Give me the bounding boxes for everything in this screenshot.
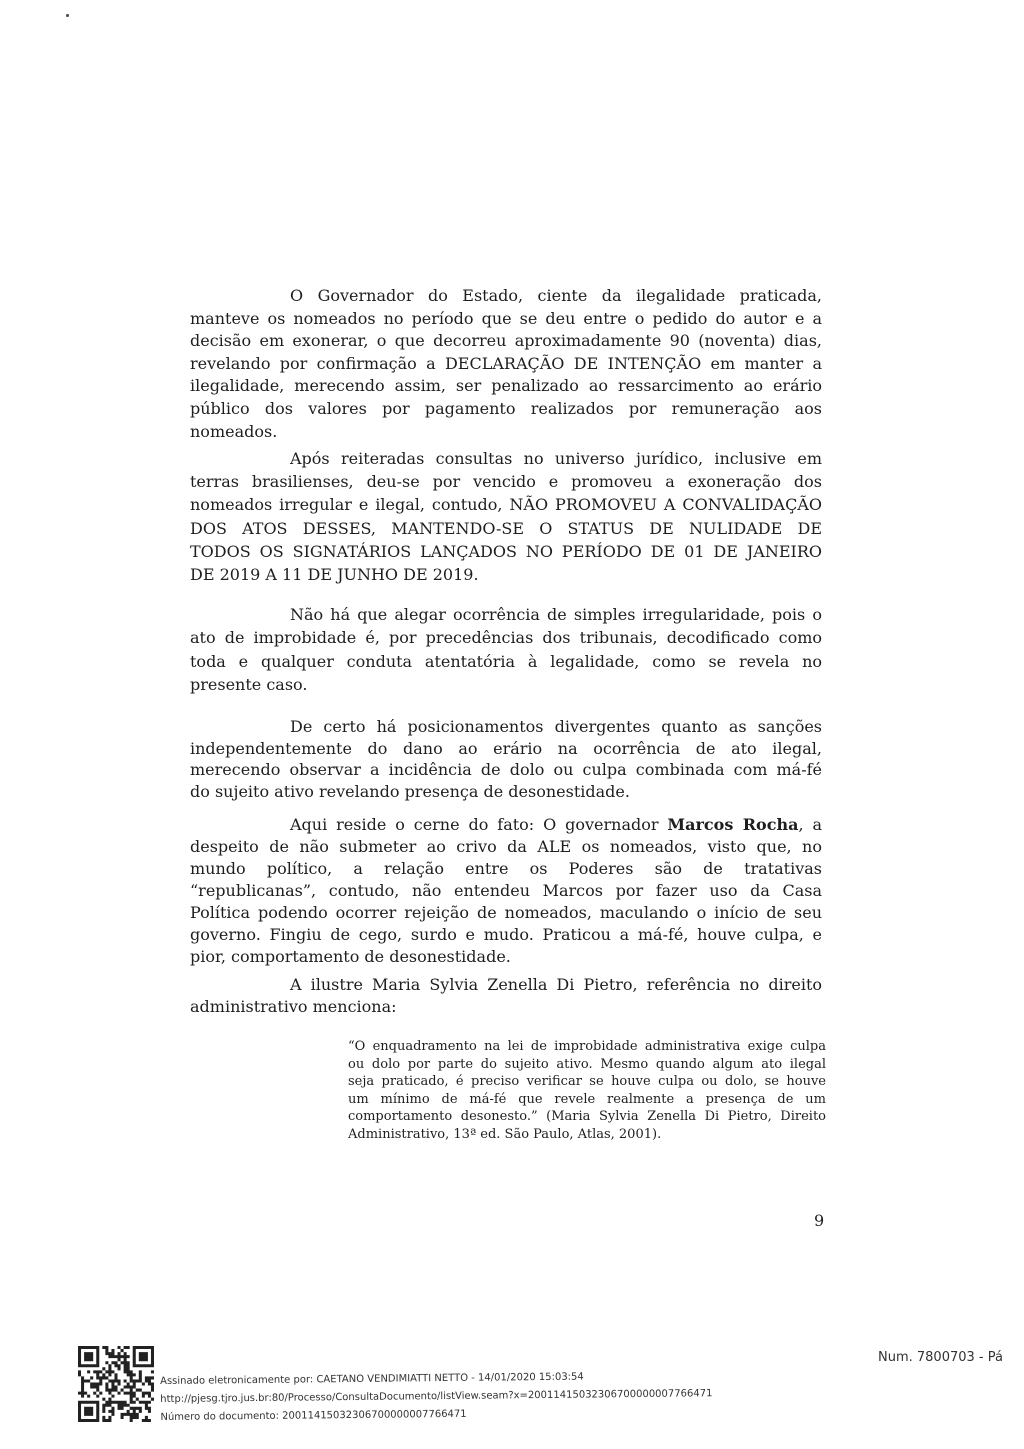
document-url[interactable]: http://pjesg.tjro.jus.br:80/Processo/ConsultaDocumento/listView.seam?x=20011415032306700000007766471 [160, 1388, 713, 1405]
text-segment: Aqui reside o cerne do fato: O governador [290, 815, 668, 834]
paragraph-cerne-do-fato [190, 814, 822, 968]
text-line: “O enquadramento na lei de improbidade administrativa exige culpa [348, 1039, 826, 1054]
qr-code [78, 1346, 154, 1422]
text-line: A ilustre Maria Sylvia Zenella Di Pietro, referência no direito [290, 975, 822, 994]
paragraph-governador [190, 285, 822, 443]
text-line: ato de improbidade é, por precedências dos tribunais, decodificado como [190, 628, 822, 648]
text-line: do sujeito ativo revelando presença de desonestidade. [190, 781, 630, 801]
text-line: Administrativo, 13ª ed. São Paulo, Atlas, 2001). [348, 1126, 662, 1142]
bold-name-text: Marcos Rocha [667, 815, 799, 834]
text-line: revelando por confirmação a DECLARAÇÃO DE INTENÇÃO em manter a [190, 353, 822, 373]
signed-by-text: Assinado eletronicamente por: CAETANO VENDIMIATTI NETTO - 14/01/2020 15:03:54 [160, 1371, 584, 1387]
text-line: presente caso. [190, 674, 308, 694]
text-line: manteve os nomeados no período que se deu entre o pedido do autor e a [190, 308, 822, 328]
text-line: independentemente do dano ao erário na ocorrência de ato ilegal, [190, 738, 822, 758]
text-line: Política podendo ocorrer rejeição de nomeados, maculando o início de seu [190, 903, 822, 922]
text-line: terras brasilienses, deu-se por vencido e promoveu a exoneração dos [190, 472, 822, 492]
text-line: nomeados irregular e ilegal, contudo, NÃO PROMOVEU A CONVALIDAÇÃO [190, 495, 822, 515]
text-line: pior, comportamento de desonestidade. [190, 947, 511, 966]
paragraph-posicionamentos [190, 716, 822, 802]
scan-mark [66, 14, 69, 17]
text-line: De certo há posicionamentos divergentes quanto as sanções [290, 717, 822, 736]
text-line: merecendo observar a incidência de dolo ou culpa combinada com má-fé [190, 760, 822, 780]
text-line: despeito de não submeter ao crivo da ALE os nomeados, visto que, no [190, 837, 822, 856]
text-line: O Governador do Estado, ciente da ilegalidade praticada, [290, 286, 822, 305]
document-number: Número do documento: 20011415032306700000007766471 [160, 1408, 467, 1423]
text-line: público dos valores por pagamento realizados por remuneração aos [190, 398, 822, 418]
page-reference: Num. 7800703 - Pá [878, 1350, 1003, 1365]
text-line: ilegalidade, merecendo assim, ser penalizado ao ressarcimento ao erário [190, 376, 822, 396]
text-line: toda e qualquer conduta atentatória à legalidade, como se revela no [190, 651, 822, 671]
text-line: administrativo menciona: [190, 997, 397, 1017]
page-number: 9 [814, 1211, 825, 1230]
text-line: DOS ATOS DESSES, MANTENDO-SE O STATUS DE NULIDADE DE [190, 518, 822, 538]
text-line: seja praticado, é preciso verificar se houve culpa ou dolo, se houve [348, 1074, 826, 1090]
text-line: ou dolo por parte do sujeito ativo. Mesmo quando algum ato ilegal [348, 1056, 826, 1072]
paragraph-consultas [190, 447, 822, 586]
text-line: nomeados. [190, 421, 278, 441]
text-line: DE 2019 A 11 DE JUNHO DE 2019. [190, 565, 479, 585]
block-quote [348, 1038, 826, 1144]
text-segment: , a [798, 815, 822, 834]
text-line: Não há que alegar ocorrência de simples irregularidade, pois o [290, 605, 822, 624]
paragraph-di-pietro-intro [190, 974, 822, 1019]
text-line [190, 814, 822, 836]
signature-footer [160, 1367, 713, 1427]
paragraph-irregularidade [190, 603, 822, 696]
text-line: mundo político, a relação entre os Poderes são de tratativas [190, 859, 822, 878]
text-line: “republicanas”, contudo, não entendeu Marcos por fazer uso da Casa [190, 881, 822, 900]
text-line: decisão em exonerar, o que decorreu aproximadamente 90 (noventa) dias, [190, 331, 822, 351]
text-line: um mínimo de má-fé que revele realmente a presença de um [348, 1091, 826, 1107]
text-line: TODOS OS SIGNATÁRIOS LANÇADOS NO PERÍODO DE 01 DE JANEIRO [190, 541, 822, 561]
text-line: comportamento desonesto.” (Maria Sylvia Zenella Di Pietro, Direito [348, 1109, 826, 1125]
text-line: governo. Fingiu de cego, surdo e mudo. Praticou a má-fé, houve culpa, e [190, 925, 822, 944]
text-line: Após reiteradas consultas no universo jurídico, inclusive em [290, 449, 822, 468]
